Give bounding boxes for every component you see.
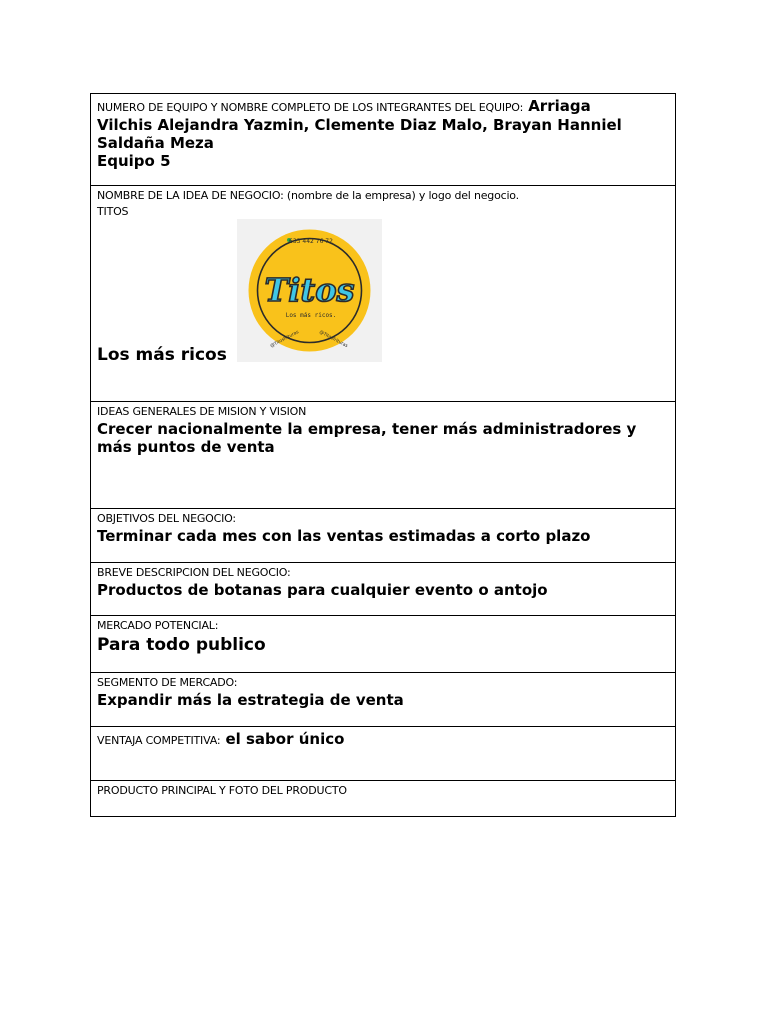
market-segment-label: SEGMENTO DE MERCADO:	[97, 676, 238, 689]
business-description-value: Productos de botanas para cualquier evento o antojo	[97, 581, 548, 599]
team-members-first: Arriaga	[528, 97, 591, 115]
team-number: Equipo 5	[97, 152, 171, 170]
business-description-cell	[91, 563, 676, 616]
team-members-cell	[91, 94, 676, 186]
mission-vision-line: Crecer nacionalmente la empresa, tener más administradores y	[97, 420, 637, 438]
titos-logo	[237, 219, 382, 362]
mission-vision-cell	[91, 402, 676, 509]
market-segment-value: Expandir más la estrategia de venta	[97, 691, 404, 709]
business-name: TITOS	[97, 205, 129, 218]
business-idea-form	[90, 93, 676, 817]
market-segment-cell	[91, 673, 676, 727]
logo-phone: 633 442 76 72	[289, 238, 333, 245]
potential-market-value: Para todo publico	[97, 635, 266, 655]
mission-vision-line: más puntos de venta	[97, 438, 275, 456]
business-objectives-label: OBJETIVOS DEL NEGOCIO:	[97, 512, 236, 525]
competitive-advantage-value: el sabor único	[225, 730, 345, 748]
potential-market-cell	[91, 616, 676, 673]
team-members-line: Vilchis Alejandra Yazmin, Clemente Diaz Malo, Brayan Hanniel	[97, 116, 622, 134]
logo-handle-right: @Titosfrituras	[318, 329, 349, 350]
mission-vision-label: IDEAS GENERALES DE MISION Y VISION	[97, 405, 307, 418]
team-members-line: Saldaña Meza	[97, 134, 214, 152]
business-description-label: BREVE DESCRIPCION DEL NEGOCIO:	[97, 566, 291, 579]
logo-handle-left: @Titosfrituras	[269, 329, 300, 350]
potential-market-label: MERCADO POTENCIAL:	[97, 619, 219, 632]
business-name-cell	[91, 186, 676, 402]
team-members-label: NUMERO DE EQUIPO Y NOMBRE COMPLETO DE LOS INTEGRANTES DEL EQUIPO:	[97, 101, 524, 114]
business-slogan: Los más ricos	[97, 345, 227, 365]
business-name-label: NOMBRE DE LA IDEA DE NEGOCIO: (nombre de la empresa) y logo del negocio.	[97, 189, 519, 202]
competitive-advantage-cell	[91, 727, 676, 781]
main-product-label: PRODUCTO PRINCIPAL Y FOTO DEL PRODUCTO	[97, 784, 347, 797]
logo-tagline: Los más ricos.	[285, 312, 337, 319]
business-objectives-value: Terminar cada mes con las ventas estimadas a corto plazo	[97, 527, 591, 545]
main-product-cell	[91, 781, 676, 817]
business-objectives-cell	[91, 509, 676, 563]
titos-logo-icon	[237, 219, 382, 362]
competitive-advantage-label: VENTAJA COMPETITIVA:	[97, 734, 221, 747]
logo-wordmark: Titos	[264, 271, 355, 309]
